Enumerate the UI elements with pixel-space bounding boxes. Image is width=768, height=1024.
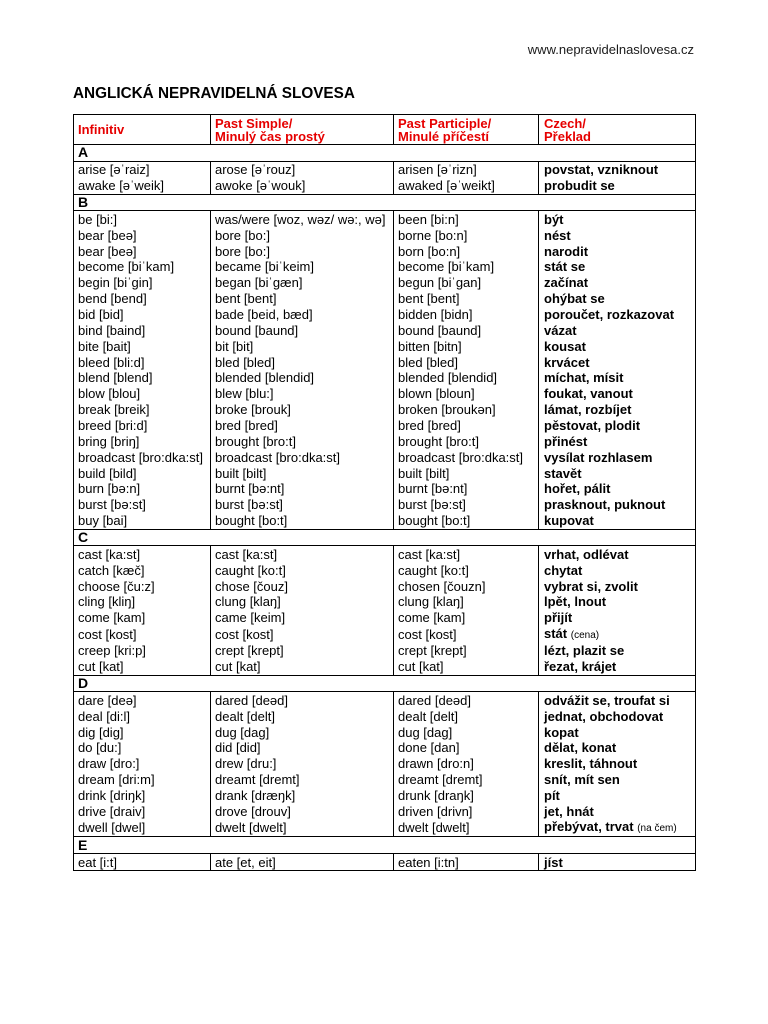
past-simple-cell: ate [et, eit] (211, 854, 394, 871)
czech-translation-cell (539, 643, 696, 659)
past-simple-cell: bore [bo:] (211, 243, 394, 259)
column-header-past-simple (211, 115, 394, 145)
past-participle-cell: drunk [draŋk] (394, 788, 539, 804)
past-participle-cell: dug [dag] (394, 724, 539, 740)
infinitive-cell: bend [bend] (74, 291, 211, 307)
table-row (74, 211, 696, 227)
infinitive-cell: bite [bait] (74, 338, 211, 354)
past-simple-cell: cost [kost] (211, 626, 394, 643)
czech-translation: kopat (544, 724, 579, 740)
table-row (74, 307, 696, 323)
section-row (74, 837, 696, 854)
infinitive-cell: dream [dri:m] (74, 772, 211, 788)
past-participle-cell: become [biˈkam] (394, 259, 539, 275)
table-row (74, 659, 696, 675)
past-simple-cell: built [bilt] (211, 465, 394, 481)
past-simple-cell: bled [bled] (211, 354, 394, 370)
table-header-row (74, 115, 696, 145)
czech-translation-cell (539, 724, 696, 740)
past-participle-cell: built [bilt] (394, 465, 539, 481)
czech-translation: povstat, vzniknout (544, 162, 659, 178)
table-row (74, 854, 696, 871)
usage-note: (na čem) (637, 823, 677, 835)
czech-translation: lézt, plazit se (544, 643, 625, 659)
column-header-czech (539, 115, 696, 145)
section-row (74, 529, 696, 546)
infinitive-cell: draw [dro:] (74, 756, 211, 772)
past-simple-cell: broadcast [bro:dka:st] (211, 449, 394, 465)
czech-translation: pěstovat, plodit (544, 418, 641, 434)
infinitive-cell: blow [blou] (74, 386, 211, 402)
past-simple-cell: brought [bro:t] (211, 433, 394, 449)
czech-translation: krvácet (544, 354, 590, 370)
past-participle-cell: cut [kat] (394, 659, 539, 675)
czech-translation-cell (539, 402, 696, 418)
infinitive-cell: come [kam] (74, 610, 211, 626)
past-simple-cell: cast [ka:st] (211, 546, 394, 562)
past-simple-cell: dared [deəd] (211, 692, 394, 708)
infinitive-cell: creep [kri:p] (74, 643, 211, 659)
czech-translation-cell (539, 433, 696, 449)
czech-translation-cell (539, 227, 696, 243)
infinitive-cell: build [bild] (74, 465, 211, 481)
section-letter: C (74, 529, 696, 546)
past-participle-cell: bred [bred] (394, 418, 539, 434)
czech-translation: vrhat, odlévat (544, 546, 629, 562)
past-participle-cell: chosen [čouzn] (394, 578, 539, 594)
table-row (74, 338, 696, 354)
table-row (74, 402, 696, 418)
infinitive-cell: burn [bə:n] (74, 481, 211, 497)
czech-translation-cell (539, 354, 696, 370)
section-letter: E (74, 837, 696, 854)
table-row (74, 513, 696, 529)
section-row (74, 194, 696, 211)
table-row (74, 322, 696, 338)
table-row (74, 291, 696, 307)
infinitive-cell: bid [bid] (74, 307, 211, 323)
past-participle-cell: come [kam] (394, 610, 539, 626)
czech-translation: kreslit, táhnout (544, 756, 638, 772)
table-body (74, 145, 696, 871)
czech-translation-cell (539, 819, 696, 837)
table-row (74, 626, 696, 643)
infinitive-cell: bleed [bli:d] (74, 354, 211, 370)
column-header-sublabel: Minulý čas prostý (215, 128, 325, 144)
column-header-label: Infinitiv (78, 122, 125, 137)
czech-translation: stát (544, 625, 568, 641)
table-row (74, 692, 696, 708)
past-participle-cell: dreamt [dremt] (394, 772, 539, 788)
infinitive-cell: choose [ču:z] (74, 578, 211, 594)
table-row (74, 803, 696, 819)
infinitive-cell: eat [i:t] (74, 854, 211, 871)
infinitive-cell: catch [kæč] (74, 562, 211, 578)
infinitive-cell: arise [əˈraiz] (74, 161, 211, 177)
usage-note: (cena) (570, 629, 600, 641)
table-row (74, 756, 696, 772)
table-row (74, 708, 696, 724)
czech-translation-cell (539, 626, 696, 643)
past-simple-cell: dealt [delt] (211, 708, 394, 724)
table-row (74, 788, 696, 804)
table-row (74, 275, 696, 291)
section-letter: A (74, 145, 696, 162)
table-row (74, 178, 696, 194)
table-row (74, 449, 696, 465)
past-simple-cell: bought [bo:t] (211, 513, 394, 529)
past-participle-cell: drawn [dro:n] (394, 756, 539, 772)
table-row (74, 724, 696, 740)
czech-translation: poroučet, rozkazovat (544, 307, 675, 323)
table-row (74, 227, 696, 243)
table-row (74, 578, 696, 594)
czech-translation: prasknout, puknout (544, 497, 666, 513)
czech-translation: přebývat, trvat (544, 819, 634, 835)
czech-translation-cell (539, 259, 696, 275)
czech-translation: být (544, 211, 564, 227)
past-participle-cell: awaked [əˈweikt] (394, 178, 539, 194)
column-header-sublabel: Minulé příčestí (398, 128, 490, 144)
past-simple-cell: dwelt [dwelt] (211, 819, 394, 837)
czech-translation: narodit (544, 243, 589, 259)
czech-translation: hořet, pálit (544, 481, 611, 497)
column-header-infinitive (74, 115, 211, 145)
past-participle-cell: borne [bo:n] (394, 227, 539, 243)
czech-translation-cell (539, 275, 696, 291)
czech-translation-cell (539, 659, 696, 675)
czech-translation-cell (539, 740, 696, 756)
past-participle-cell: blown [bloun] (394, 386, 539, 402)
czech-translation-cell (539, 594, 696, 610)
column-header-sublabel: Překlad (544, 128, 591, 144)
table-row (74, 354, 696, 370)
column-header-label: Czech/ (544, 115, 586, 131)
past-simple-cell: clung [klaŋ] (211, 594, 394, 610)
past-participle-cell: been [bi:n] (394, 211, 539, 227)
czech-translation-cell (539, 418, 696, 434)
czech-translation-cell (539, 497, 696, 513)
infinitive-cell: bear [beə] (74, 227, 211, 243)
past-simple-cell: bent [bent] (211, 291, 394, 307)
czech-translation: vysílat rozhlasem (544, 449, 653, 465)
czech-translation: začínat (544, 275, 589, 291)
past-simple-cell: became [biˈkeim] (211, 259, 394, 275)
past-simple-cell: came [keim] (211, 610, 394, 626)
infinitive-cell: awake [əˈweik] (74, 178, 211, 194)
czech-translation-cell (539, 562, 696, 578)
czech-translation: dělat, konat (544, 740, 617, 756)
past-participle-cell: driven [drivn] (394, 803, 539, 819)
czech-translation: lámat, rozbíjet (544, 402, 632, 418)
past-participle-cell: broadcast [bro:dka:st] (394, 449, 539, 465)
past-simple-cell: burnt [bə:nt] (211, 481, 394, 497)
infinitive-cell: become [biˈkam] (74, 259, 211, 275)
infinitive-cell: breed [bri:d] (74, 418, 211, 434)
past-simple-cell: was/were [woz, wəz/ wə:, wə] (211, 211, 394, 227)
czech-translation-cell (539, 578, 696, 594)
infinitive-cell: dig [dig] (74, 724, 211, 740)
czech-translation: chytat (544, 562, 583, 578)
past-participle-cell: dealt [delt] (394, 708, 539, 724)
czech-translation-cell (539, 307, 696, 323)
past-simple-cell: drank [dræŋk] (211, 788, 394, 804)
past-participle-cell: done [dan] (394, 740, 539, 756)
table-row (74, 772, 696, 788)
czech-translation: jíst (544, 854, 563, 870)
infinitive-cell: cling [kliŋ] (74, 594, 211, 610)
czech-translation-cell (539, 803, 696, 819)
past-participle-cell: bitten [bitn] (394, 338, 539, 354)
table-row (74, 497, 696, 513)
czech-translation-cell (539, 161, 696, 177)
table-row (74, 643, 696, 659)
czech-translation-cell (539, 386, 696, 402)
czech-translation: vázat (544, 322, 577, 338)
czech-translation: jet, hnát (544, 803, 594, 819)
infinitive-cell: drive [draiv] (74, 803, 211, 819)
czech-translation-cell (539, 708, 696, 724)
past-participle-cell: bled [bled] (394, 354, 539, 370)
czech-translation-cell (539, 338, 696, 354)
section-letter: D (74, 675, 696, 692)
section-row (74, 675, 696, 692)
table-row (74, 433, 696, 449)
past-participle-cell: blended [blendid] (394, 370, 539, 386)
infinitive-cell: dwell [dwel] (74, 819, 211, 837)
table-row (74, 370, 696, 386)
past-simple-cell: broke [brouk] (211, 402, 394, 418)
czech-translation: přijít (544, 610, 573, 626)
czech-translation-cell (539, 788, 696, 804)
czech-translation: probudit se (544, 178, 615, 194)
past-simple-cell: dug [dag] (211, 724, 394, 740)
czech-translation: kupovat (544, 513, 594, 529)
czech-translation-cell (539, 211, 696, 227)
table-row (74, 259, 696, 275)
past-simple-cell: did [did] (211, 740, 394, 756)
infinitive-cell: bring [briŋ] (74, 433, 211, 449)
past-simple-cell: chose [čouz] (211, 578, 394, 594)
table-row (74, 481, 696, 497)
czech-translation: lpět, lnout (544, 594, 607, 610)
past-simple-cell: bit [bit] (211, 338, 394, 354)
irregular-verbs-table (73, 114, 696, 871)
table-row (74, 243, 696, 259)
past-simple-cell: burst [bə:st] (211, 497, 394, 513)
czech-translation-cell (539, 610, 696, 626)
past-participle-cell: clung [klaŋ] (394, 594, 539, 610)
past-simple-cell: began [biˈgæn] (211, 275, 394, 291)
czech-translation: foukat, vanout (544, 386, 633, 402)
czech-translation: pít (544, 787, 560, 803)
infinitive-cell: break [breik] (74, 402, 211, 418)
czech-translation-cell (539, 370, 696, 386)
past-simple-cell: drove [drouv] (211, 803, 394, 819)
past-participle-cell: arisen [əˈrizn] (394, 161, 539, 177)
past-participle-cell: bought [bo:t] (394, 513, 539, 529)
czech-translation-cell (539, 449, 696, 465)
column-header-past-participle (394, 115, 539, 145)
czech-translation-cell (539, 546, 696, 562)
infinitive-cell: buy [bai] (74, 513, 211, 529)
infinitive-cell: broadcast [bro:dka:st] (74, 449, 211, 465)
past-simple-cell: bred [bred] (211, 418, 394, 434)
past-participle-cell: bound [baund] (394, 322, 539, 338)
czech-translation: stát se (544, 259, 586, 275)
past-simple-cell: awoke [əˈwouk] (211, 178, 394, 194)
past-participle-cell: brought [bro:t] (394, 433, 539, 449)
infinitive-cell: dare [deə] (74, 692, 211, 708)
czech-translation-cell (539, 243, 696, 259)
past-participle-cell: cast [ka:st] (394, 546, 539, 562)
czech-translation-cell (539, 772, 696, 788)
czech-translation-cell (539, 756, 696, 772)
infinitive-cell: be [bi:] (74, 211, 211, 227)
past-participle-cell: burnt [bə:nt] (394, 481, 539, 497)
czech-translation-cell (539, 854, 696, 871)
table-row (74, 610, 696, 626)
czech-translation: řezat, krájet (544, 659, 617, 675)
czech-translation-cell (539, 178, 696, 194)
czech-translation: jednat, obchodovat (544, 708, 664, 724)
past-simple-cell: drew [dru:] (211, 756, 394, 772)
infinitive-cell: bind [baind] (74, 322, 211, 338)
table-row (74, 562, 696, 578)
czech-translation-cell (539, 692, 696, 708)
table-row (74, 418, 696, 434)
czech-translation: nést (544, 227, 571, 243)
czech-translation: snít, mít sen (544, 772, 620, 788)
past-participle-cell: bidden [bidn] (394, 307, 539, 323)
past-simple-cell: bound [baund] (211, 322, 394, 338)
infinitive-cell: drink [driŋk] (74, 788, 211, 804)
past-simple-cell: bore [bo:] (211, 227, 394, 243)
past-simple-cell: blended [blendid] (211, 370, 394, 386)
infinitive-cell: cost [kost] (74, 626, 211, 643)
past-simple-cell: blew [blu:] (211, 386, 394, 402)
past-participle-cell: dwelt [dwelt] (394, 819, 539, 837)
czech-translation-cell (539, 291, 696, 307)
infinitive-cell: cut [kat] (74, 659, 211, 675)
past-simple-cell: dreamt [dremt] (211, 772, 394, 788)
past-simple-cell: crept [krept] (211, 643, 394, 659)
section-row (74, 145, 696, 162)
czech-translation-cell (539, 513, 696, 529)
czech-translation-cell (539, 465, 696, 481)
past-participle-cell: bent [bent] (394, 291, 539, 307)
czech-translation: odvážit se, troufat si (544, 692, 670, 708)
czech-translation: přinést (544, 433, 588, 449)
past-simple-cell: cut [kat] (211, 659, 394, 675)
column-header-label: Past Simple/ (215, 115, 293, 131)
czech-translation: vybrat si, zvolit (544, 578, 638, 594)
infinitive-cell: begin [biˈgin] (74, 275, 211, 291)
czech-translation: míchat, mísit (544, 370, 624, 386)
table-row (74, 465, 696, 481)
table-row (74, 740, 696, 756)
infinitive-cell: do [du:] (74, 740, 211, 756)
past-participle-cell: burst [bə:st] (394, 497, 539, 513)
past-participle-cell: eaten [i:tn] (394, 854, 539, 871)
table-row (74, 546, 696, 562)
past-participle-cell: cost [kost] (394, 626, 539, 643)
infinitive-cell: burst [bə:st] (74, 497, 211, 513)
infinitive-cell: deal [di:l] (74, 708, 211, 724)
czech-translation: ohýbat se (544, 291, 605, 307)
past-participle-cell: born [bo:n] (394, 243, 539, 259)
infinitive-cell: cast [ka:st] (74, 546, 211, 562)
past-simple-cell: arose [əˈrouz] (211, 161, 394, 177)
table-row (74, 819, 696, 837)
past-participle-cell: begun [biˈgan] (394, 275, 539, 291)
table-row (74, 386, 696, 402)
column-header-label: Past Participle/ (398, 115, 492, 131)
past-participle-cell: caught [ko:t] (394, 562, 539, 578)
website-url: www.nepravidelnaslovesa.cz (527, 42, 694, 57)
past-simple-cell: caught [ko:t] (211, 562, 394, 578)
past-participle-cell: dared [deəd] (394, 692, 539, 708)
czech-translation: stavět (544, 465, 582, 481)
section-letter: B (74, 194, 696, 211)
table-row (74, 594, 696, 610)
czech-translation-cell (539, 481, 696, 497)
czech-translation-cell (539, 322, 696, 338)
past-participle-cell: crept [krept] (394, 643, 539, 659)
page-title: ANGLICKÁ NEPRAVIDELNÁ SLOVESA (73, 85, 355, 102)
infinitive-cell: blend [blend] (74, 370, 211, 386)
past-simple-cell: bade [beid, bæd] (211, 307, 394, 323)
infinitive-cell: bear [beə] (74, 243, 211, 259)
past-participle-cell: broken [broukən] (394, 402, 539, 418)
table-row (74, 161, 696, 177)
czech-translation: kousat (544, 338, 586, 354)
